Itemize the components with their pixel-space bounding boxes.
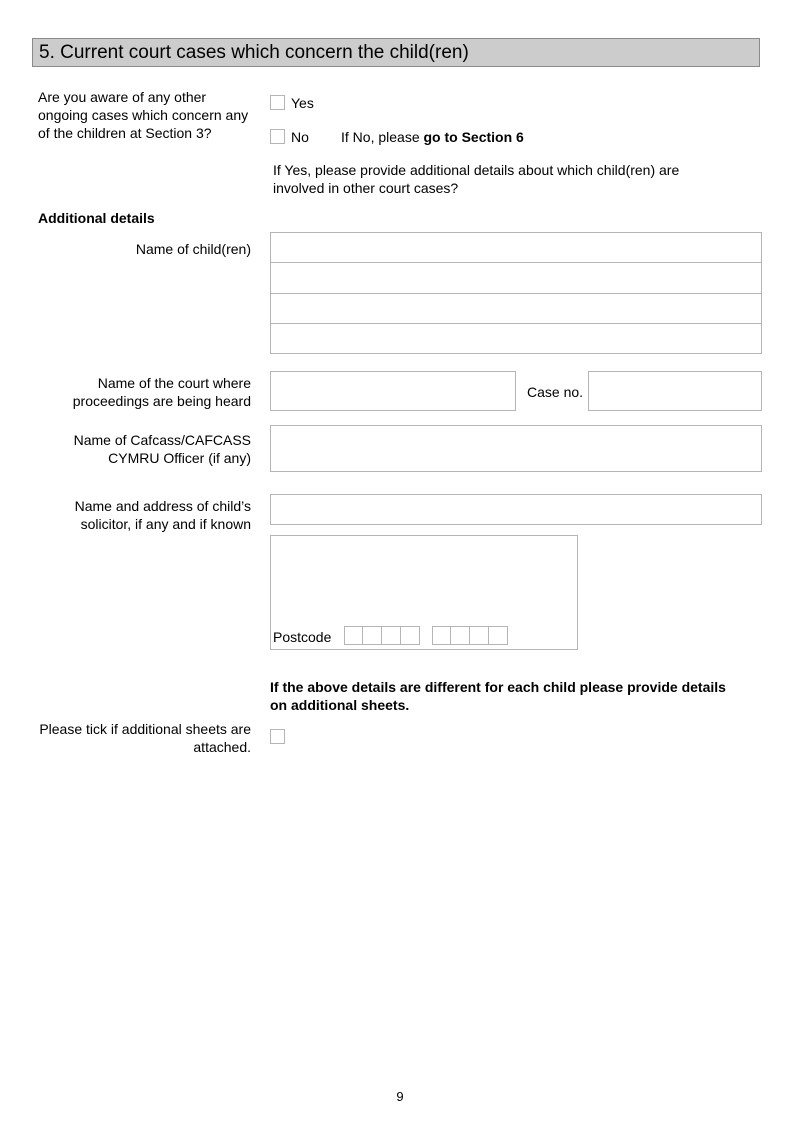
additional-sheets-label: Please tick if additional sheets are attached. (39, 721, 251, 755)
postcode-inward-group (432, 626, 508, 645)
additional-sheets-checkbox[interactable] (270, 729, 285, 744)
case-no-label: Case no. (527, 384, 584, 400)
yes-instruction: If Yes, please provide additional details about which child(ren) are involved in other court cases? (273, 162, 680, 196)
no-instruction-prefix: If No, please (341, 129, 424, 145)
yes-label: Yes (291, 95, 314, 111)
postcode-cell[interactable] (382, 626, 401, 645)
postcode-cell[interactable] (470, 626, 489, 645)
court-name-label: Name of the court where proceedings are being heard (72, 375, 251, 409)
solicitor-label: Name and address of child’s solicitor, if any and if known (74, 498, 251, 532)
no-label: No (291, 129, 309, 145)
postcode-label: Postcode (273, 629, 332, 645)
child-name-field-3[interactable] (270, 293, 762, 324)
no-instruction-link: go to Section 6 (423, 129, 524, 145)
postcode-cell[interactable] (451, 626, 470, 645)
yes-checkbox[interactable] (270, 95, 285, 110)
postcode-cell[interactable] (363, 626, 382, 645)
ongoing-cases-question: Are you aware of any other ongoing cases which concern any of the children at Section 3? (38, 89, 249, 141)
solicitor-name-field[interactable] (270, 494, 762, 525)
child-name-field-4[interactable] (270, 323, 762, 354)
different-details-note: If the above details are different for each child please provide details on additional sheets. (270, 679, 726, 713)
postcode-cell[interactable] (432, 626, 451, 645)
postcode-cell[interactable] (489, 626, 508, 645)
no-instruction (341, 128, 524, 146)
child-name-field-2[interactable] (270, 262, 762, 294)
additional-details-heading: Additional details (38, 210, 155, 226)
child-name-field-1[interactable] (270, 232, 762, 263)
cafcass-label: Name of Cafcass/CAFCASS CYMRU Officer (if any) (73, 432, 251, 466)
postcode-cell[interactable] (401, 626, 420, 645)
postcode-cell[interactable] (344, 626, 363, 645)
child-names-label: Name of child(ren) (135, 241, 251, 257)
cafcass-officer-field[interactable] (270, 425, 762, 472)
case-no-field[interactable] (588, 371, 762, 411)
no-checkbox[interactable] (270, 129, 285, 144)
page-number: 9 (396, 1089, 404, 1104)
court-name-field[interactable] (270, 371, 516, 411)
postcode-outward-group (344, 626, 420, 645)
section-title: 5. Current court cases which concern the child(ren) (32, 38, 760, 67)
